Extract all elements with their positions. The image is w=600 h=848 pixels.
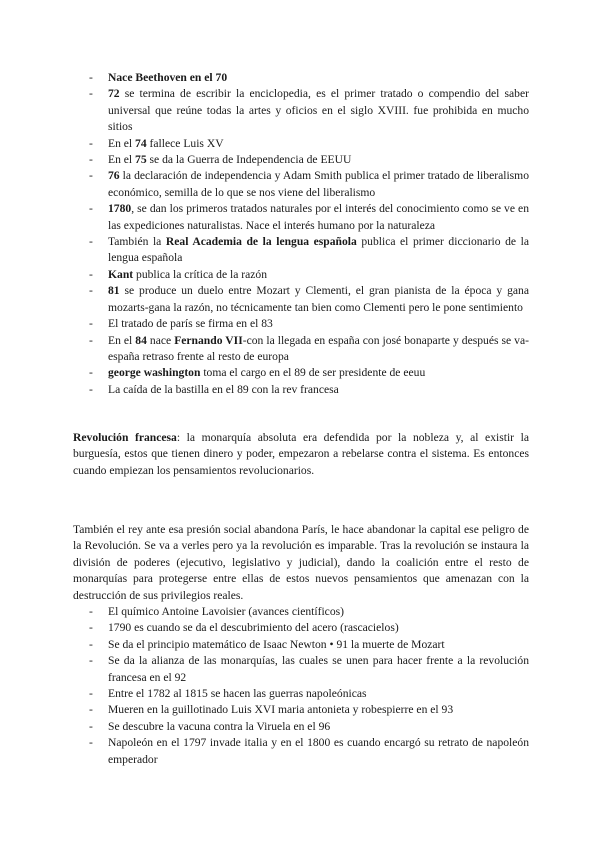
- list-item: [89, 686, 529, 702]
- timeline-list: [89, 70, 529, 398]
- bold-text: 1780: [108, 202, 132, 216]
- item-text: se termina de escribir la enciclopedia, es el primer tratado o compendio del saber universal que reúne todas la artes y oficios en el siglo XVIII. fue prohibida en mucho sitios: [108, 87, 529, 134]
- bullet-dash: -: [89, 136, 93, 150]
- bullet-dash: -: [89, 333, 93, 347]
- list-item: [89, 86, 529, 135]
- bullet-dash: -: [89, 366, 93, 380]
- list-item: [89, 735, 529, 768]
- bold-text: 76: [108, 169, 120, 183]
- bold-text: Real Academia de la lengua española: [165, 235, 357, 249]
- bullet-dash: -: [89, 71, 93, 84]
- list-item: [89, 283, 529, 316]
- bullet-dash: -: [89, 605, 93, 618]
- list-item: [89, 365, 529, 381]
- item-text: Se da la alianza de las monarquías, las cuales se unen para hacer frente a la revolución francesa en el 92: [108, 654, 529, 684]
- item-text: toma el cargo en el 89 de ser presidente de eeuu: [200, 366, 426, 380]
- bullet-dash: -: [89, 736, 93, 750]
- events-list: [89, 604, 529, 768]
- item-text: , se dan los primeros tratados naturales por el interés del conocimiento como se ve en las expediciones naturalistas. Nace el interés humano por la naturaleza: [108, 202, 529, 232]
- bullet-dash: -: [89, 284, 93, 298]
- bullet-dash: -: [89, 687, 93, 701]
- item-text: Se descubre la vacuna contra la Viruela en el 96: [108, 719, 331, 733]
- bullet-dash: -: [89, 267, 93, 281]
- bullet-dash: -: [89, 153, 93, 167]
- item-text: Entre el 1782 al 1815 se hacen las guerras napoleónicas: [108, 687, 367, 701]
- item-text: También la: [108, 235, 166, 249]
- bold-text: 84: [135, 333, 147, 347]
- list-item: [89, 653, 529, 686]
- bold-text: 74: [135, 136, 147, 150]
- item-text: se da la Guerra de Independencia de EEUU: [146, 153, 352, 167]
- bullet-dash: -: [89, 719, 93, 733]
- list-item: [89, 70, 529, 86]
- bold-text: Fernando VII: [174, 333, 243, 347]
- paragraph-heading: Revolución francesa: [73, 431, 177, 444]
- bullet-dash: -: [89, 169, 93, 183]
- item-text: publica la crítica de la razón: [133, 267, 268, 281]
- list-item: [89, 201, 529, 234]
- item-text: Se da el principio matemático de Isaac Newton • 91 la muerte de Mozart: [108, 637, 445, 651]
- item-text: la declaración de independencia y Adam Smith publica el primer tratado de liberalismo económico, semilla de lo que se nos viene del liberalismo: [108, 169, 529, 199]
- list-item: [89, 382, 529, 398]
- list-item: [89, 152, 529, 168]
- bullet-dash: -: [89, 317, 93, 331]
- list-item: [89, 702, 529, 718]
- bullet-dash: -: [89, 637, 93, 651]
- item-text: En el: [108, 333, 136, 347]
- bullet-dash: -: [89, 654, 93, 668]
- list-item: [89, 620, 529, 636]
- item-text: En el: [108, 136, 136, 150]
- revolution-paragraph: [73, 430, 529, 479]
- item-text: El tratado de parís se firma en el 83: [108, 317, 273, 331]
- list-item: [89, 316, 529, 332]
- bold-text: 72: [108, 87, 120, 101]
- list-item: [89, 719, 529, 735]
- item-text: Mueren en la guillotinado Luis XVI maria antonieta y robespierre en el 93: [108, 703, 454, 717]
- item-text: fallece Luis XV: [146, 136, 224, 150]
- king-paragraph: [73, 522, 529, 604]
- bold-text: 81: [108, 284, 120, 298]
- item-text: La caída de la bastilla en el 89 con la rev francesa: [108, 382, 339, 396]
- list-item: [89, 168, 529, 201]
- list-item: [89, 267, 529, 283]
- item-text: Napoleón en el 1797 invade italia y en el 1800 es cuando encargó su retrato de napoleón emperador: [108, 736, 529, 766]
- bullet-dash: -: [89, 382, 93, 396]
- item-text: En el: [108, 153, 136, 167]
- list-item: [89, 234, 529, 267]
- item-text: se produce un duelo entre Mozart y Clementi, el gran pianista de la época y gana mozarts-gana la razón, no técnicamente tan bien como Clementi pero le pone sentimiento: [108, 284, 529, 314]
- bullet-dash: -: [89, 621, 93, 635]
- bold-text: Nace Beethoven en el 70: [108, 71, 228, 84]
- paragraph-text: : la monarquía absoluta era defendida por la nobleza y, al existir la burguesía, estos que tienen dinero y poder, empezaron a rebelarse contra el sistema. Es entonces cuando empiezan los pensamientos revolucionarios.: [73, 431, 529, 477]
- bold-text: george washington: [108, 366, 201, 380]
- item-text: publica el primer diccionario de la lengua española: [108, 235, 530, 265]
- list-item: [89, 637, 529, 653]
- item-text: -con la llegada en españa con josé bonaparte y después se va-españa retraso frente al resto de europa: [108, 333, 529, 363]
- bullet-dash: -: [89, 202, 93, 216]
- bullet-dash: -: [89, 235, 93, 249]
- item-text: nace: [146, 333, 175, 347]
- list-item: [89, 136, 529, 152]
- item-text: 1790 es cuando se da el descubrimiento del acero (rascacielos): [108, 621, 399, 635]
- list-item: [89, 604, 529, 620]
- bullet-dash: -: [89, 87, 93, 101]
- list-item: [89, 333, 529, 366]
- item-text: El químico Antoine Lavoisier (avances científicos): [108, 605, 344, 618]
- bold-text: 75: [135, 153, 147, 167]
- bullet-dash: -: [89, 703, 93, 717]
- bold-text: Kant: [108, 267, 134, 281]
- paragraph-text: También el rey ante esa presión social abandona París, le hace abandonar la capital ese peligro de la Revolución. Se va a verles pero ya la revolución es imparable. Tras la revolución se instaura la división de poderes (ejecutivo, legislativo y judicial), dando la coalición entre el resto de monarquías para protegerse entre ellas de estos nuevos pensamientos que amenazan con la destrucción de sus privilegios reales.: [73, 523, 529, 602]
